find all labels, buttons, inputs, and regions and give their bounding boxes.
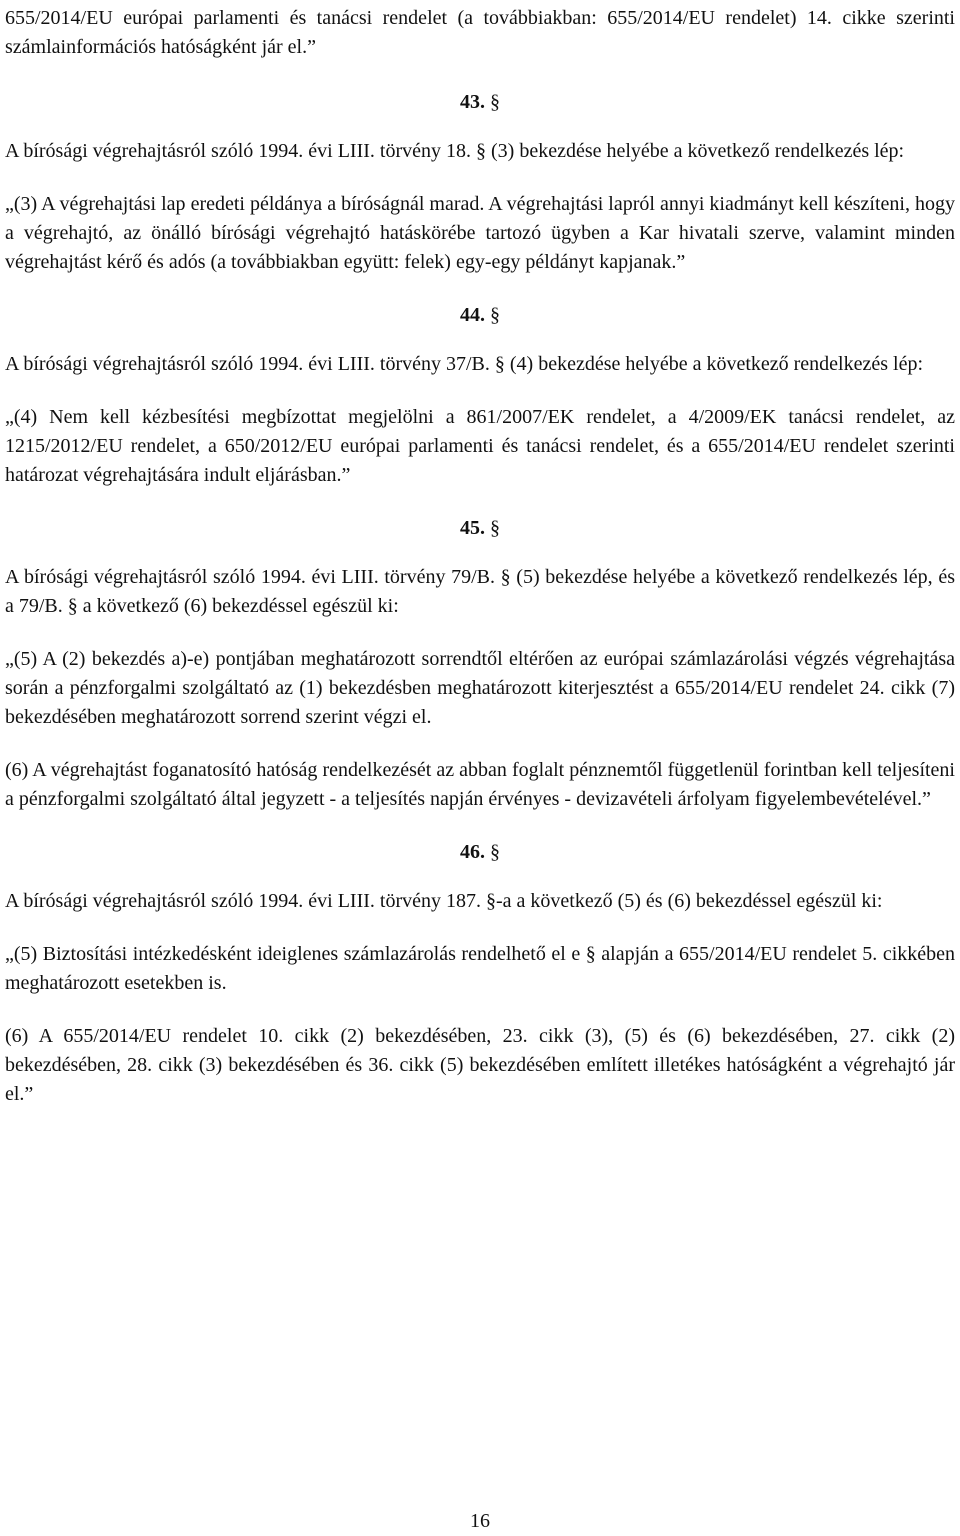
section-number: 46. [460, 841, 485, 863]
section-heading [5, 88, 955, 117]
quoted-provision: „(3) A végrehajtási lap eredeti példánya a bíróságnál marad. A végrehajtási lapról annyi kiadmányt kell készíteni, hogy a végrehajtó, az önálló bírósági végrehajtó hatáskörébe tartozó ügyben a Kar hivatali szerve, valamint minden végrehajtást kérő és adós (a továbbiakban együtt: felek) egy-egy példányt kapjanak.” [5, 193, 955, 273]
quoted-provision: (6) A végrehajtást foganatosító hatóság rendelkezését az abban foglalt pénznemtől függetlenül forintban kell teljesíteni a pénzforgalmi szolgáltató által jegyzett - a teljesítés napján érvényes - devizavételi árfolyam figyelembevételével.” [5, 759, 955, 810]
section-sign: § [490, 304, 500, 326]
section-sign: § [490, 517, 500, 539]
section-46 [5, 838, 955, 1109]
section-sign: § [490, 91, 500, 113]
quoted-provision: (6) A 655/2014/EU rendelet 10. cikk (2) bekezdésében, 23. cikk (3), (5) és (6) bekezdésében, 27. cikk (2) bekezdésében, 28. cikk (3) bekezdésében és 36. cikk (5) bekezdésében említett illetékes hatóságként a végrehajtó jár el.” [5, 1025, 955, 1105]
section-heading [5, 301, 955, 330]
section-number: 43. [460, 91, 485, 113]
section-number: 44. [460, 304, 485, 326]
amendment-reference: A bírósági végrehajtásról szóló 1994. évi LIII. törvény 187. §-a a következő (5) és (6) bekezdéssel egészül ki: [5, 890, 883, 912]
amendment-reference: A bírósági végrehajtásról szóló 1994. évi LIII. törvény 37/B. § (4) bekezdése helyébe a következő rendelkezés lép: [5, 353, 924, 375]
section-heading [5, 514, 955, 543]
section-number: 45. [460, 517, 485, 539]
section-45 [5, 514, 955, 814]
quoted-provision: „(5) A (2) bekezdés a)-e) pontjában meghatározott sorrendtől eltérően az európai számlazárolási végzés végrehajtása során a pénzforgalmi szolgáltató az (1) bekezdésben meghatározott kiterjesztést a 655/2014/EU rendelet 24. cikk (7) bekezdésében meghatározott sorrend szerint végzi el. [5, 648, 955, 728]
document-page [5, 4, 955, 1133]
section-44 [5, 301, 955, 490]
quoted-provision: „(4) Nem kell kézbesítési megbízottat megjelölni a 861/2007/EK rendelet, a 4/2009/EK tanácsi rendelet, az 1215/2012/EU rendelet, a 650/2012/EU európai parlamenti és tanácsi rendelet, és a 655/2014/EU rendelet szerinti határozat végrehajtására indult eljárásban.” [5, 406, 955, 486]
section-43 [5, 88, 955, 277]
amendment-reference: A bírósági végrehajtásról szóló 1994. évi LIII. törvény 79/B. § (5) bekezdése helyébe a következő rendelkezés lép, és a 79/B. § a következő (6) bekezdéssel egészül ki: [5, 566, 955, 617]
intro-paragraph: 655/2014/EU európai parlamenti és tanácsi rendelet (a továbbiakban: 655/2014/EU rendelet) 14. cikke szerinti számlainformációs hatóságként jár el.” [5, 7, 955, 58]
quoted-provision: „(5) Biztosítási intézkedésként ideiglenes számlazárolás rendelhető el e § alapján a 655/2014/EU rendelet 5. cikkében meghatározott esetekben is. [5, 943, 955, 994]
page-number: 16 [470, 1510, 490, 1532]
amendment-reference: A bírósági végrehajtásról szóló 1994. évi LIII. törvény 18. § (3) bekezdése helyébe a következő rendelkezés lép: [5, 140, 905, 162]
section-sign: § [490, 841, 500, 863]
section-heading [5, 838, 955, 867]
